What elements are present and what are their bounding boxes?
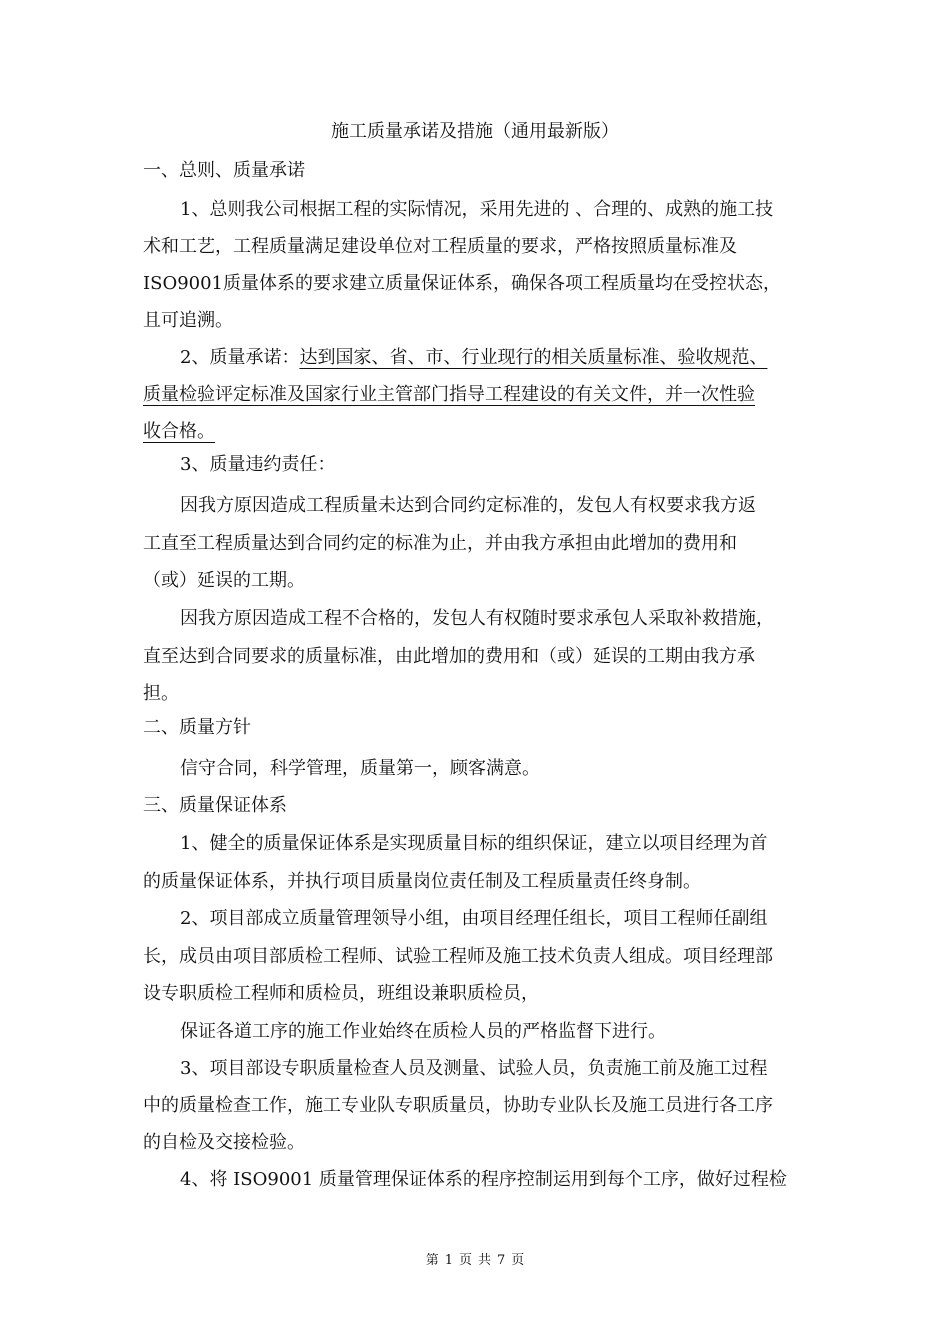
- paragraph-line: 2、项目部成立质量管理领导小组，由项目经理任组长，项目工程师任副组: [180, 908, 768, 929]
- footer-label: 共: [478, 1253, 492, 1268]
- paragraph-line: 的质量保证体系，并执行项目质量岗位责任制及工程质量责任终身制。: [143, 871, 701, 892]
- footer-label: 页: [511, 1253, 525, 1268]
- page-footer: [0, 1253, 950, 1269]
- paragraph-line: [180, 346, 767, 370]
- paragraph-line: （或）延误的工期。: [143, 570, 305, 591]
- footer-label: 第: [425, 1253, 439, 1268]
- paragraph-line: 担。: [143, 683, 179, 704]
- paragraph-line: 4、将 ISO9001 质量管理保证体系的程序控制运用到每个工序，做好过程检: [180, 1169, 787, 1190]
- document-title: 施工质量承诺及措施（通用最新版）: [331, 121, 619, 142]
- paragraph-line: 中的质量检查工作，施工专业队专职质量员，协助专业队长及施工员进行各工序: [143, 1095, 773, 1116]
- commitment-text: 收合格。: [143, 421, 215, 442]
- paragraph-line: 因我方原因造成工程不合格的，发包人有权随时要求承包人采取补救措施，: [180, 608, 774, 629]
- paragraph-line: 的自检及交接检验。: [143, 1132, 305, 1153]
- section-heading: 三、质量保证体系: [143, 795, 287, 816]
- footer-label: 页: [458, 1253, 472, 1268]
- paragraph-line: 因我方原因造成工程质量未达到合同约定标准的，发包人有权要求我方返: [180, 495, 756, 516]
- page-number: 1: [444, 1253, 453, 1268]
- paragraph-line: 直至达到合同要求的质量标准，由此增加的费用和（或）延误的工期由我方承: [143, 646, 755, 667]
- commitment-text: 质量检验评定标准及国家行业主管部门指导工程建设的有关文件，并一次性验: [143, 384, 755, 405]
- commitment-text: 达到国家、省、市、行业现行的相关质量标准、验收规范、: [299, 347, 768, 368]
- paragraph-line: 3、质量违约责任：: [180, 454, 336, 475]
- paragraph-line: 3、项目部设专职质量检查人员及测量、试验人员，负责施工前及施工过程: [180, 1058, 768, 1079]
- paragraph-line: 保证各道工序的施工作业始终在质检人员的严格监督下进行。: [180, 1021, 666, 1042]
- paragraph-line: 信守合同，科学管理，质量第一，顾客满意。: [180, 758, 540, 779]
- commitment-label: 2、质量承诺：: [180, 347, 300, 368]
- paragraph-line: 且可追溯。: [143, 310, 233, 331]
- paragraph-line: 1、健全的质量保证体系是实现质量目标的组织保证，建立以项目经理为首: [180, 833, 768, 854]
- paragraph-line: 设专职质检工程师和质检员，班组设兼职质检员，: [143, 983, 539, 1004]
- section-heading: 二、质量方针: [143, 717, 251, 738]
- paragraph-line: 1、总则我公司根据工程的实际情况，采用先进的 、合理的、成熟的施工技: [180, 199, 774, 220]
- total-pages: 7: [497, 1253, 506, 1268]
- paragraph-line: 工直至工程质量达到合同约定的标准为止，并由我方承担由此增加的费用和: [143, 533, 737, 554]
- paragraph-line: 术和工艺，工程质量满足建设单位对工程质量的要求，严格按照质量标准及: [143, 236, 737, 257]
- paragraph-line: 长，成员由项目部质检工程师、试验工程师及施工技术负责人组成。项目经理部: [143, 946, 773, 967]
- section-heading: 一、总则、质量承诺: [143, 160, 305, 181]
- paragraph-line: ISO9001质量体系的要求建立质量保证体系，确保各项工程质量均在受控状态，: [143, 273, 782, 294]
